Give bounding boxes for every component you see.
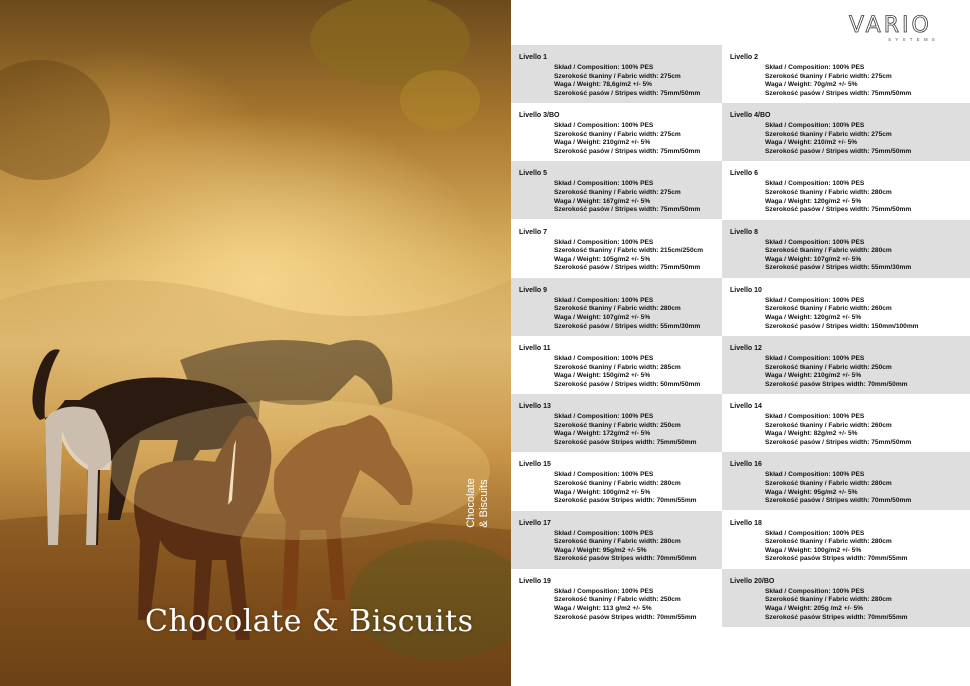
fabric-specs (765, 588, 908, 622)
fabric-specs (554, 297, 700, 331)
fabric-name: Livello 1 (519, 54, 548, 61)
fabric-name: Livello 7 (519, 228, 548, 236)
fabric-spec-line: Waga / Weight: 100g/m2 +/- 5% (554, 488, 651, 496)
fabric-name: Livello 4/BO (730, 112, 771, 120)
fabric-name: Livello 18 (730, 519, 762, 527)
fabric-card (722, 278, 970, 336)
fabric-spec-line: Szerokość tkaniny / Fabric width: 280cm (554, 305, 681, 313)
fabric-spec-line: Szerokość pasów Stripes width: 70mm/50mm (765, 380, 908, 388)
fabric-spec-line: Skład / Composition: 100% PES (554, 355, 654, 362)
fabric-spec-line: Skład / Composition: 100% PES (554, 587, 654, 595)
fabric-spec-line: Szerokość tkaniny / Fabric width: 280cm (765, 538, 892, 546)
spine-title-line2: & Biscuits (478, 479, 491, 528)
fabric-specs (765, 530, 908, 564)
fabric-spec-line: Szerokość pasów / Stripes width: 55mm/30mm (765, 264, 912, 272)
fabric-specs (554, 64, 700, 98)
fabric-spec-line: Skład / Composition: 100% PES (554, 122, 654, 130)
fabric-specs (765, 355, 908, 389)
brand-tagline: SYSTEMS (888, 37, 939, 42)
fabric-card (511, 278, 722, 336)
fabric-card (722, 220, 970, 278)
fabric-spec-line: Skład / Composition: 100% PES (765, 64, 865, 71)
fabric-specs (765, 122, 911, 156)
fabric-spec-line: Szerokość tkaniny / Fabric width: 275cm (554, 72, 681, 80)
fabric-spec-line: Skład / Composition: 100% PES (765, 180, 865, 188)
fabric-name: Livello 14 (730, 403, 762, 411)
fabric-specs (765, 180, 911, 214)
fabric-row (511, 569, 970, 627)
fabric-card (511, 103, 722, 161)
fabric-name: Livello 6 (730, 170, 759, 178)
fabric-spec-line: Szerokość pasów / Stripes width: 75mm/50mm (765, 206, 912, 214)
fabric-spec-line: Szerokość tkaniny / Fabric width: 260cm (765, 421, 892, 429)
fabric-row (511, 161, 970, 219)
fabric-name: Livello 5 (519, 170, 548, 178)
fabric-spec-line: Szerokość pasów / Stripes width: 55mm/30mm (554, 322, 701, 330)
fabric-spec-line: Szerokość tkaniny / Fabric width: 250cm (554, 596, 681, 604)
fabric-spec-line: Waga / Weight: 95g/m2 +/- 5% (765, 488, 858, 496)
fabric-name: Livello 20/BO (730, 577, 775, 585)
fabric-specs (765, 413, 911, 447)
fabric-spec-line: Waga / Weight: 167g/m2 +/- 5% (554, 197, 651, 205)
fabric-specs (554, 413, 697, 447)
fabric-spec-line: Szerokość tkaniny / Fabric width: 275cm (765, 72, 892, 80)
fabric-spec-line: Skład / Composition: 100% PES (765, 238, 865, 246)
fabric-card (722, 103, 970, 161)
fabric-spec-line: Waga / Weight: 105g/m2 +/- 5% (554, 255, 651, 263)
fabric-specs (765, 239, 911, 273)
fabric-row (511, 452, 970, 510)
fabric-card (722, 511, 970, 569)
fabric-card (511, 45, 722, 103)
fabric-spec-line: Waga / Weight: 210g/m2 +/- 5% (554, 139, 651, 147)
fabric-spec-line: Waga / Weight: 107g/m2 +/- 5% (554, 313, 651, 321)
fabric-name: Livello 17 (519, 519, 551, 527)
fabric-name: Livello 13 (519, 403, 551, 411)
fabric-spec-line: Szerokość tkaniny / Fabric width: 280cm (765, 596, 892, 604)
fabric-spec-line: Szerokość tkaniny / Fabric width: 285cm (554, 363, 681, 371)
fabric-spec-line: Szerokość tkaniny / Fabric width: 250cm (765, 363, 892, 371)
fabric-name: Livello 15 (519, 461, 551, 469)
fabric-name: Livello 9 (519, 286, 548, 294)
fabric-spec-line: Skład / Composition: 100% PES (765, 529, 865, 537)
fabric-spec-line: Szerokość pasów Stripes width: 70mm/55mm (765, 613, 908, 621)
fabric-spec-line: Szerokość pasów Stripes width: 70mm/55mm (554, 497, 697, 505)
spine-title-line1: Chocolate (465, 478, 478, 528)
fabric-spec-line: Skład / Composition: 100% PES (554, 471, 654, 479)
fabric-card (722, 336, 970, 394)
fabric-spec-line: Skład / Composition: 100% PES (554, 413, 654, 421)
fabric-specs (554, 588, 697, 622)
fabric-spec-line: Szerokość tkaniny / Fabric width: 280cm (765, 479, 892, 487)
fabric-specs (554, 471, 697, 505)
fabric-row (511, 103, 970, 161)
fabric-spec-line: Waga / Weight: 82g/m2 +/- 5% (765, 430, 858, 438)
fabric-specs (765, 297, 919, 331)
fabric-spec-line: Szerokość pasów / Stripes width: 75mm/50mm (554, 206, 701, 214)
fabric-card (511, 511, 722, 569)
fabric-spec-line: Szerokość pasów Stripes width: 70mm/50mm (554, 555, 697, 563)
fabric-spec-line: Waga / Weight: 113 g/m2 +/- 5% (554, 604, 652, 612)
fabric-row (511, 511, 970, 569)
fabric-card (511, 220, 722, 278)
brand-name: VARIO (849, 13, 932, 38)
fabric-specs (554, 355, 700, 389)
fabric-spec-line: Waga / Weight: 78,6g/m2 +/- 5% (554, 81, 653, 89)
fabric-spec-line: Szerokość tkaniny / Fabric width: 215cm/250cm (554, 247, 704, 255)
fabric-spec-line: Szerokość pasów / Stripes width: 75mm/50mm (554, 264, 701, 272)
fabric-spec-line: Szerokość pasów Stripes width: 70mm/55mm (554, 613, 697, 621)
fabric-row (511, 45, 970, 103)
fabric-card (511, 394, 722, 452)
fabric-specs (765, 64, 911, 98)
fabric-row (511, 278, 970, 336)
fabric-spec-line: Szerokość tkaniny / Fabric width: 280cm (765, 247, 892, 255)
fabric-spec-line: Szerokość tkaniny / Fabric width: 260cm (765, 305, 892, 313)
fabric-spec-line: Skład / Composition: 100% PES (554, 296, 654, 304)
fabric-spec-line: Waga / Weight: 95g/m2 +/- 5% (554, 546, 647, 554)
fabric-spec-line: Waga / Weight: 120g/m2 +/- 5% (765, 197, 862, 205)
fabric-spec-line: Szerokość pasów / Stripes width: 75mm/50mm (765, 147, 912, 155)
fabric-spec-line: Szerokość pasów / Stripes width: 75mm/50mm (765, 438, 912, 446)
fabric-spec-line: Waga / Weight: 210/m2 +/- 5% (765, 139, 858, 147)
fabric-spec-line: Szerokość pasów / Stripes width: 150mm/100mm (765, 322, 919, 330)
fabric-spec-line: Szerokość tkaniny / Fabric width: 275cm (554, 188, 681, 196)
fabric-specs (554, 180, 700, 214)
fabric-spec-line: Skład / Composition: 100% PES (554, 238, 654, 246)
fabric-spec-line: Szerokość pasów / Stripes width: 75mm/50mm (554, 89, 701, 97)
fabric-spec-line: Waga / Weight: 150g/m2 +/- 5% (554, 372, 651, 380)
fabric-spec-line: Waga / Weight: 100g/m2 +/- 5% (765, 546, 862, 554)
fabric-spec-line: Waga / Weight: 210g/m2 +/- 5% (765, 372, 862, 380)
fabric-card (511, 336, 722, 394)
fabric-spec-line: Waga / Weight: 172g/m2 +/- 5% (554, 430, 651, 438)
fabric-name: Livello 10 (730, 286, 762, 294)
fabric-spec-line: Skład / Composition: 100% PES (554, 529, 654, 537)
fabric-spec-line: Waga / Weight: 120g/m2 +/- 5% (765, 313, 862, 321)
fabric-spec-line: Szerokość tkaniny / Fabric width: 280cm (554, 538, 681, 546)
fabric-spec-line: Szerokość tkaniny / Fabric width: 280cm (554, 479, 681, 487)
spine-title (454, 460, 502, 546)
fabric-spec-line: Szerokość tkaniny / Fabric width: 250cm (554, 421, 681, 429)
fabric-name: Livello 16 (730, 461, 762, 469)
fabric-spec-line: Szerokość pasów / Stripes width: 75mm/50mm (554, 147, 701, 155)
fabric-name: Livello 8 (730, 228, 759, 236)
fabric-specs (554, 122, 700, 156)
fabric-spec-line: Szerokość tkaniny / Fabric width: 275cm (554, 130, 681, 138)
fabric-spec-line: Skład / Composition: 100% PES (765, 587, 865, 595)
fabric-spec-line: Szerokość pasów / Stripes width: 70mm/50mm (765, 497, 912, 505)
fabric-spec-line: Skład / Composition: 100% PES (765, 296, 865, 304)
fabric-card (511, 569, 722, 627)
fabric-card (722, 45, 970, 103)
fabric-row (511, 336, 970, 394)
fabric-spec-line: Skład / Composition: 100% PES (554, 64, 654, 71)
fabric-spec-line: Szerokość tkaniny / Fabric width: 280cm (765, 188, 892, 196)
cover-title: Chocolate & Biscuits (145, 604, 474, 639)
fabric-card (722, 161, 970, 219)
fabric-spec-line: Waga / Weight: 205g /m2 +/- 5% (765, 604, 864, 612)
fabric-row (511, 394, 970, 452)
fabric-spec-line: Szerokość tkaniny / Fabric width: 275cm (765, 130, 892, 138)
fabric-spec-line: Waga / Weight: 107g/m2 +/- 5% (765, 255, 862, 263)
fabric-name: Livello 11 (519, 345, 551, 352)
fabric-card (511, 161, 722, 219)
fabric-card (722, 452, 970, 510)
fabric-specs (554, 239, 703, 273)
fabric-card (722, 569, 970, 627)
fabric-spec-line: Szerokość pasów / Stripes width: 50mm/50mm (554, 380, 701, 388)
brand-logo (849, 14, 939, 44)
fabric-spec-line: Szerokość pasów Stripes width: 70mm/55mm (765, 555, 908, 563)
fabric-spec-line: Skład / Composition: 100% PES (765, 355, 865, 362)
fabric-name: Livello 2 (730, 54, 759, 61)
fabric-spec-panel (511, 0, 970, 686)
fabric-spec-line: Skład / Composition: 100% PES (765, 122, 865, 130)
fabric-spec-line: Skład / Composition: 100% PES (554, 180, 654, 188)
fabric-spec-line: Szerokość pasów / Stripes width: 75mm/50mm (765, 89, 912, 97)
fabric-name: Livello 12 (730, 345, 762, 352)
fabric-spec-line: Skład / Composition: 100% PES (765, 413, 865, 421)
fabric-name: Livello 3/BO (519, 112, 560, 120)
fabric-spec-line: Szerokość pasów Stripes width: 75mm/50mm (554, 438, 697, 446)
fabric-specs (554, 530, 697, 564)
fabric-card (722, 394, 970, 452)
fabric-spec-line: Skład / Composition: 100% PES (765, 471, 865, 479)
fabric-name: Livello 19 (519, 577, 551, 585)
fabric-spec-line: Waga / Weight: 70g/m2 +/- 5% (765, 81, 858, 89)
fabric-specs (765, 471, 911, 505)
fabric-row (511, 220, 970, 278)
fabric-card (511, 452, 722, 510)
